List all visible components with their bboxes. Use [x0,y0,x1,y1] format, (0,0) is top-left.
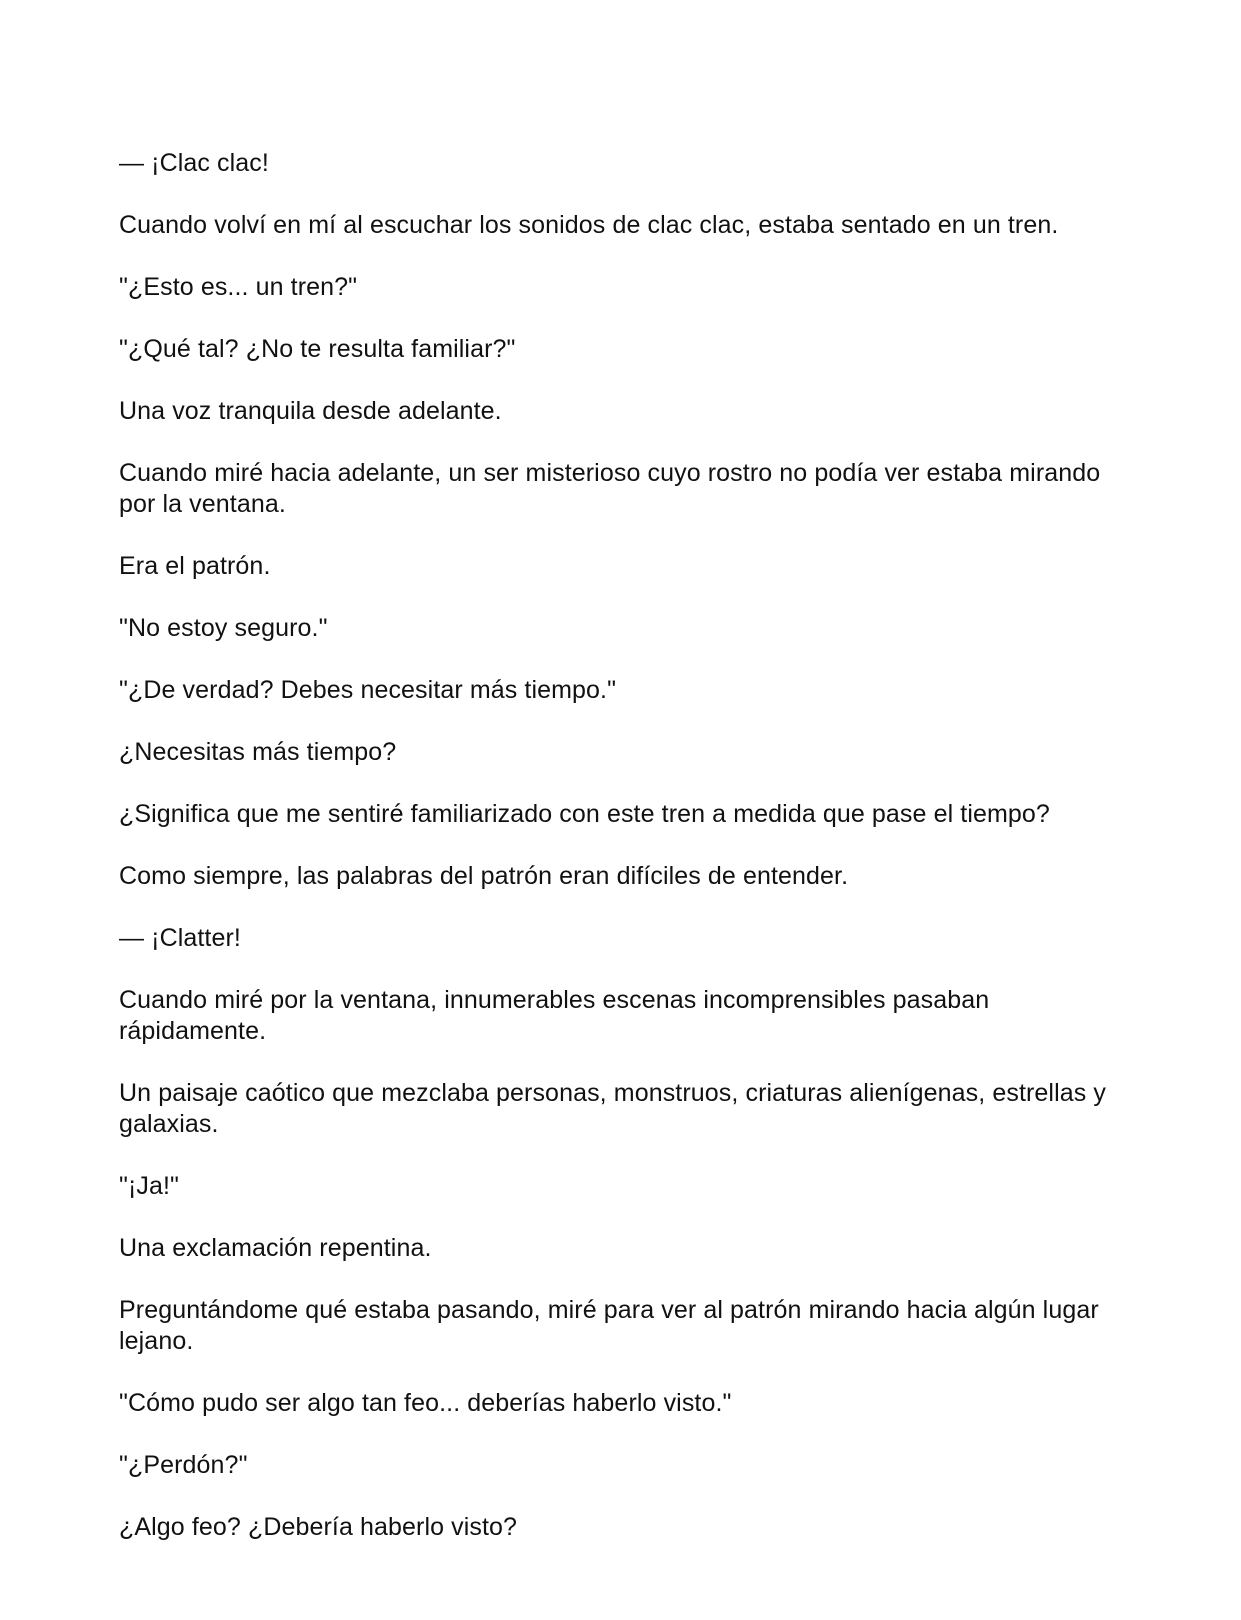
paragraph: "¡Ja!" [119,1172,180,1200]
paragraph: ¿Necesitas más tiempo? [119,738,397,766]
paragraph: "Cómo pudo ser algo tan feo... deberías haberlo visto." [119,1389,732,1417]
paragraph: Cuando volví en mí al escuchar los sonidos de clac clac, estaba sentado en un tren. [119,211,1059,239]
paragraph: — ¡Clac clac! [119,149,269,177]
paragraph: Una exclamación repentina. [119,1234,432,1262]
paragraph: "¿Esto es... un tren?" [119,273,358,301]
paragraph: Preguntándome qué estaba pasando, miré para ver al patrón mirando hacia algún lugar lejano. [119,1296,1099,1355]
paragraph: Era el patrón. [119,552,271,580]
paragraph: — ¡Clatter! [119,924,241,952]
paragraph: "No estoy seguro." [119,614,328,642]
paragraph: ¿Significa que me sentiré familiarizado con este tren a medida que pase el tiempo? [119,800,1050,828]
paragraph: Un paisaje caótico que mezclaba personas, monstruos, criaturas alienígenas, estrellas y galaxias. [119,1079,1106,1138]
story-text [119,148,1129,1574]
paragraph: Como siempre, las palabras del patrón eran difíciles de entender. [119,862,849,890]
paragraph: "¿Perdón?" [119,1451,248,1479]
paragraph: ¿Algo feo? ¿Debería haberlo visto? [119,1513,518,1541]
paragraph: "¿Qué tal? ¿No te resulta familiar?" [119,335,516,363]
paragraph: Cuando miré hacia adelante, un ser misterioso cuyo rostro no podía ver estaba mirando por la ventana. [119,459,1101,518]
paragraph: Una voz tranquila desde adelante. [119,397,502,425]
paragraph: Cuando miré por la ventana, innumerables escenas incomprensibles pasaban rápidamente. [119,986,990,1045]
paragraph: "¿De verdad? Debes necesitar más tiempo." [119,676,617,704]
